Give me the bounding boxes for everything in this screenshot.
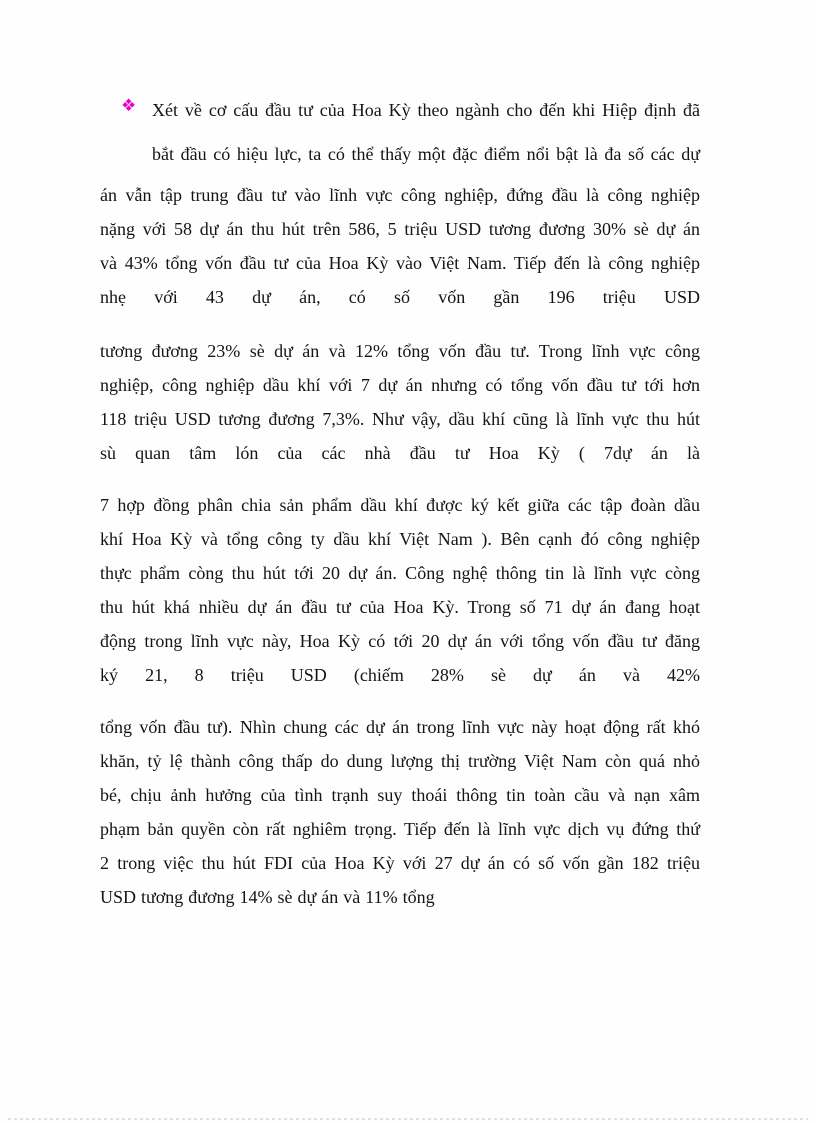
- page-bottom-dotted-divider: [8, 1118, 808, 1120]
- diamond-bullet-icon: ❖: [121, 96, 137, 115]
- bullet-paragraph: [121, 88, 700, 176]
- paragraph: [100, 710, 700, 914]
- text-line: sù quan tâm lón của các nhà đầu tư Hoa Kỳ ( 7dự án là: [100, 443, 700, 463]
- text-line: và 43% tổng vốn đầu tư của Hoa Kỳ vào Việt Nam. Tiếp đến là công nghiệp: [100, 253, 700, 273]
- paragraph: [100, 334, 700, 470]
- text-line: 118 triệu USD tương đương 7,3%. Như vậy, dầu khí cũng là lĩnh vực thu hút: [100, 409, 700, 429]
- paragraph: [100, 488, 700, 692]
- text-line: bắt đầu có hiệu lực, ta có thể thấy một đặc điểm nổi bật là đa số các dự: [152, 144, 700, 164]
- text-line: nặng với 58 dự án thu hút trên 586, 5 triệu USD tương đương 30% sè dự án: [100, 219, 700, 239]
- text-line: tương đương 23% sè dự án và 12% tổng vốn đầu tư. Trong lĩnh vực công: [100, 341, 700, 361]
- text-line: Xét về cơ cấu đầu tư của Hoa Kỳ theo ngành cho đến khi Hiệp định đã: [152, 100, 700, 120]
- text-line: án vẫn tập trung đầu tư vào lĩnh vực công nghiệp, đứng đầu là công nghiệp: [100, 185, 700, 205]
- text-line: tổng vốn đầu tư). Nhìn chung các dự án trong lĩnh vực này hoạt động rất khó: [100, 717, 700, 737]
- text-line: nghiệp, công nghiệp dầu khí với 7 dự án nhưng có tổng vốn đầu tư tới hơn: [100, 375, 700, 395]
- document-body-text: [100, 88, 700, 914]
- text-line: ký 21, 8 triệu USD (chiếm 28% sè dự án và 42%: [100, 665, 700, 685]
- text-line: USD tương đương 14% sè dự án và 11% tổng: [100, 887, 435, 907]
- text-line: khí Hoa Kỳ và tổng công ty dầu khí Việt Nam ). Bên cạnh đó công nghiệp: [100, 529, 700, 549]
- text-line: khăn, tỷ lệ thành công thấp do dung lượng thị trường Việt Nam còn quá nhỏ: [100, 751, 700, 771]
- text-line: 7 hợp đồng phân chia sản phẩm dầu khí được ký kết giữa các tập đoàn dầu: [100, 495, 700, 515]
- text-line: nhẹ với 43 dự án, có số vốn gần 196 triệu USD: [100, 287, 700, 307]
- text-line: phạm bản quyền còn rất nghiêm trọng. Tiếp đến là lĩnh vực dịch vụ đứng thứ: [100, 819, 700, 839]
- text-line: động trong lĩnh vực này, Hoa Kỳ có tới 20 dự án với tổng vốn đầu tư đăng: [100, 631, 700, 651]
- text-line: thực phẩm còng thu hút tới 20 dự án. Công nghệ thông tin là lĩnh vực còng: [100, 563, 700, 583]
- text-line: 2 trong việc thu hút FDI của Hoa Kỳ với 27 dự án có số vốn gần 182 triệu: [100, 853, 700, 873]
- text-line: bé, chịu ảnh hưởng của tình trạnh suy thoái thông tin toàn cầu và nạn xâm: [100, 785, 700, 805]
- paragraph: [100, 178, 700, 314]
- text-line: thu hút khá nhiều dự án đầu tư của Hoa Kỳ. Trong số 71 dự án đang hoạt: [100, 597, 700, 617]
